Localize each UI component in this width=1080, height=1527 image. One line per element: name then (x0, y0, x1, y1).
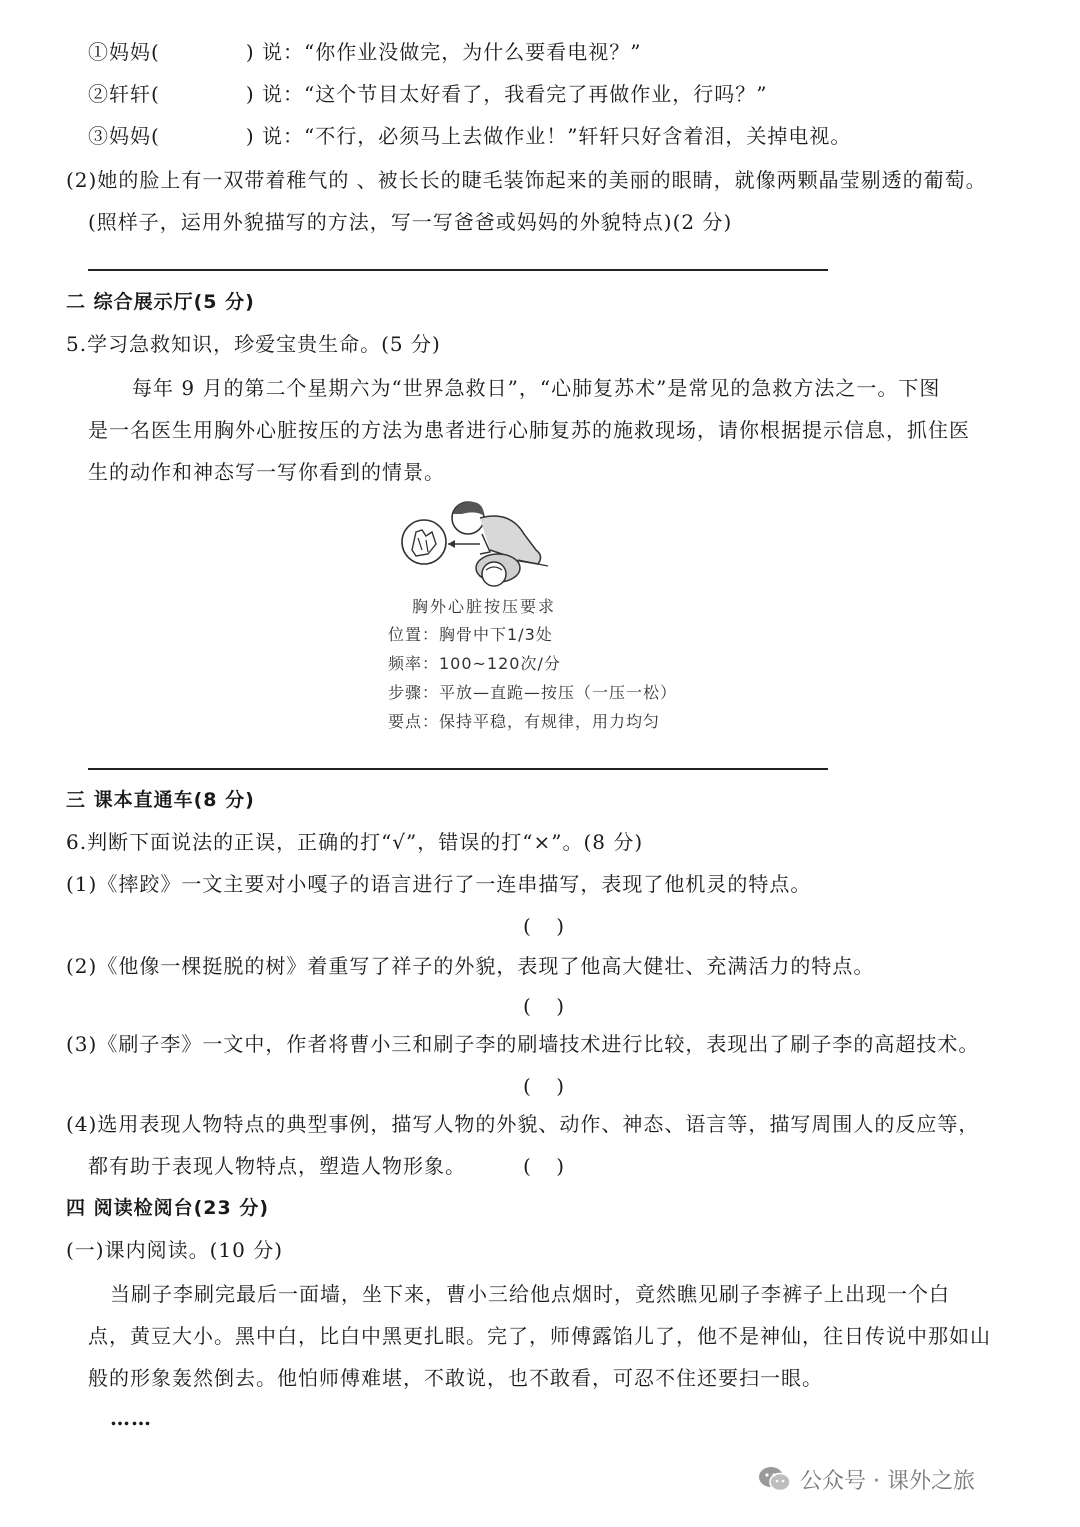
q5-paragraph-line-1: 每年 9 月的第二个星期六为“世界急救日”，“心肺复苏术”是常见的急救方法之一。下图 (132, 376, 941, 400)
q4-example-sentence: (2)她的脸上有一双带着稚气的 、被长长的睫毛装饰起来的美丽的眼睛，就像两颗晶莹剔透的葡萄。 (66, 168, 987, 192)
dialogue-line-3 (88, 122, 851, 150)
q4-instruction: (照样子，运用外貌描写的方法，写一写爸爸或妈妈的外貌特点)(2 分) (88, 210, 733, 234)
dialogue-3-speaker: ③妈妈( (88, 124, 160, 148)
passage-line-1: 当刷子李刷完最后一面墙，坐下来，曹小三给他点烟时，竟然瞧见刷子李裤子上出现一个白 (110, 1282, 950, 1306)
q6-item-3: (3)《刷子李》一文中，作者将曹小三和刷子李的刷墙技术进行比较，表现出了刷子李的高超技术。 (66, 1032, 980, 1056)
answer-line[interactable] (88, 269, 828, 271)
section-3-heading: 三 课本直通车(8 分) (66, 789, 255, 811)
answer-paren[interactable]: ( ) (523, 994, 565, 1018)
dialogue-2-speech: ) 说：“这个节目太好看了，我看完了再做作业，行吗？” (245, 82, 768, 106)
answer-paren[interactable]: ( ) (523, 914, 565, 938)
dialogue-1-speaker: ①妈妈( (88, 40, 160, 64)
dialogue-3-speech: ) 说：“不行，必须马上去做作业！”轩轩只好含着泪，关掉电视。 (245, 124, 852, 148)
dialogue-line-1 (88, 38, 641, 66)
section-4-heading: 四 阅读检阅台(23 分) (66, 1197, 270, 1219)
dialogue-2-speaker: ②轩轩( (88, 82, 160, 106)
answer-paren[interactable]: ( ) (523, 1074, 565, 1098)
q5-paragraph-line-2: 是一名医生用胸外心脏按压的方法为患者进行心肺复苏的施救现场，请你根据提示信息，抓住医 (88, 418, 970, 442)
cpr-caption-position: 位置：胸骨中下1/3处 (388, 625, 553, 644)
q5-title: 5.学习急救知识，珍爱宝贵生命。(5 分) (66, 332, 441, 356)
q6-item-4-line-2: 都有助于表现人物特点，塑造人物形象。 (88, 1154, 466, 1178)
answer-line[interactable] (88, 768, 828, 770)
reading-sub-heading: (一)课内阅读。(10 分) (66, 1238, 284, 1262)
cpr-illustration (398, 494, 558, 598)
watermark-text: 公众号 · 课外之旅 (800, 1469, 975, 1494)
wechat-icon (758, 1465, 792, 1499)
q6-item-1: (1)《摔跤》一文主要对小嘎子的语言进行了一连串描写，表现了他机灵的特点。 (66, 872, 812, 896)
watermark (758, 1464, 975, 1499)
q6-item-4-line-1: (4)选用表现人物特点的典型事例，描写人物的外貌、动作、神态、语言等，描写周围人的反应等， (66, 1112, 980, 1136)
dialogue-line-2 (88, 80, 767, 108)
cpr-caption-title: 胸外心脏按压要求 (412, 597, 557, 616)
passage-line-2: 点，黄豆大小。黑中白，比白中黑更扎眼。完了，师傅露馅儿了，他不是神仙，往日传说中那如山 (88, 1324, 991, 1348)
cpr-caption-frequency: 频率：100~120次/分 (388, 654, 561, 673)
cpr-caption-steps: 步骤：平放—直跪—按压（一压一松） (388, 683, 678, 702)
q6-title: 6.判断下面说法的正误，正确的打“√”，错误的打“×”。(8 分) (66, 830, 644, 854)
cpr-caption-key-points: 要点：保持平稳，有规律，用力均匀 (388, 712, 661, 731)
passage-line-3: 般的形象轰然倒去。他怕师傅难堪，不敢说，也不敢看，可忍不住还要扫一眼。 (88, 1366, 823, 1390)
answer-paren[interactable]: ( ) (523, 1154, 565, 1178)
q6-item-2: (2)《他像一棵挺脱的树》着重写了祥子的外貌，表现了他高大健壮、充满活力的特点。 (66, 954, 875, 978)
passage-ellipsis: …… (110, 1406, 152, 1430)
dialogue-1-speech: ) 说：“你作业没做完，为什么要看电视？” (245, 40, 642, 64)
section-2-heading: 二 综合展示厅(5 分) (66, 291, 255, 313)
q5-paragraph-line-3: 生的动作和神态写一写你看到的情景。 (88, 460, 445, 484)
